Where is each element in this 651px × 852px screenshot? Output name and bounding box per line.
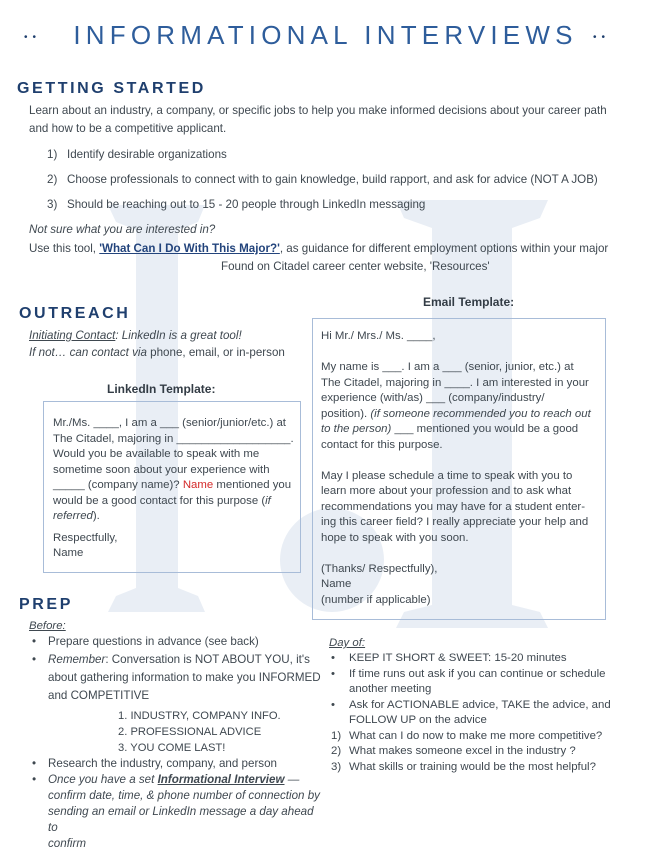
- template-line: [53, 509, 294, 525]
- bullet-icon: •: [32, 757, 37, 770]
- template-line: learn more about your profession and to ask what: [321, 485, 572, 497]
- template-text: ).: [92, 510, 100, 522]
- template-text: _____ (company name)?: [53, 479, 183, 491]
- before-list: [32, 633, 322, 852]
- list-item-text: another meeting: [349, 683, 432, 695]
- list-item: [32, 772, 322, 852]
- intro-line-2: and how to be a competitive applicant.: [29, 122, 227, 135]
- question-text: What can I do now to make me more competitive?: [349, 729, 603, 742]
- list-item: [331, 698, 631, 729]
- list-item-text: If time runs out ask if you can continue or schedule: [349, 667, 606, 680]
- bullet-icon: •: [32, 773, 37, 786]
- template-text: position).: [321, 407, 371, 420]
- step-item: [47, 171, 598, 189]
- list-item: [32, 756, 322, 772]
- name-placeholder: Name: [182, 479, 214, 491]
- template-text: ___ mentioned you would be a good: [391, 423, 579, 435]
- template-signature: Name: [53, 547, 84, 559]
- initiating-contact-line: [29, 327, 242, 345]
- question-item: [331, 744, 631, 760]
- template-line: My name is ___. I am a ___ (senior, junior, etc.) at: [321, 361, 574, 373]
- section-heading-getting-started: GETTING STARTED: [17, 80, 206, 97]
- page-title: INFORMATIONAL INTERVIEWS: [73, 20, 578, 50]
- list-item: [331, 667, 631, 698]
- decorative-dots-right: ••: [593, 32, 611, 43]
- step-item: [47, 196, 425, 214]
- template-text: referred: [53, 510, 93, 522]
- linkedin-template-body: [53, 416, 294, 562]
- initiating-contact-label: Initiating Contact: [29, 329, 116, 342]
- template-line: [53, 478, 294, 494]
- list-item-text: sending an email or LinkedIn message a day ahead to: [48, 805, 314, 834]
- list-item-text: Ask for ACTIONABLE advice, TAKE the advice, and: [349, 698, 611, 711]
- question-text: What skills or training would be the most helpful?: [349, 760, 596, 773]
- if-not-text: phone, email, or in-person: [146, 346, 285, 359]
- not-sure-prompt: Not sure what you are interested in?: [29, 223, 216, 236]
- template-text: would be a good contact for this purpose (: [53, 494, 266, 507]
- before-label: Before:: [29, 620, 66, 632]
- template-signature: Name: [321, 578, 352, 590]
- what-can-i-do-link[interactable]: 'What Can I Do With This Major?': [99, 242, 280, 255]
- question-item: [331, 760, 631, 776]
- if-not-line: [29, 344, 285, 362]
- list-item-text: and COMPETITIVE: [48, 689, 150, 702]
- step-text: Should be reaching out to 15 - 20 people through LinkedIn messaging: [66, 198, 426, 211]
- email-template-heading: Email Template:: [423, 295, 515, 309]
- if-not-prefix: If not… can contact via: [29, 346, 147, 359]
- section-heading-outreach: OUTREACH: [19, 305, 131, 322]
- template-line: ing this career field? I really appreciate your help and: [321, 516, 589, 528]
- list-item-text: confirm date, time, & phone number of connection by: [48, 789, 320, 802]
- intro-line-1: Learn about an industry, a company, or specific jobs to help you make informed decisions about your career path: [29, 104, 607, 117]
- template-line: Mr./Ms. ____, I am a ___ (senior/junior/etc.) at: [53, 417, 286, 429]
- list-item-text: about gathering information to make you INFORMED: [48, 671, 321, 684]
- template-greeting: Hi Mr./ Mrs./ Ms. ____,: [321, 330, 436, 342]
- section-heading-prep: PREP: [19, 596, 73, 613]
- template-line: The Citadel, majoring in ____. I am interested in your: [321, 376, 589, 389]
- question-number: 2): [331, 745, 342, 757]
- step-number: 3): [47, 198, 58, 211]
- template-line: May I please schedule a time to speak with you to: [321, 469, 573, 482]
- list-item-text: : Conversation is NOT ABOUT YOU, it's: [105, 653, 310, 666]
- tool-line: [29, 240, 608, 258]
- question-number: 3): [331, 760, 342, 773]
- template-line: contact for this purpose.: [321, 438, 443, 451]
- template-closing: (Thanks/ Respectfully),: [321, 562, 438, 575]
- list-item-text: KEEP IT SHORT & SWEET: 15-20 minutes: [349, 652, 567, 664]
- bullet-icon: •: [32, 635, 37, 648]
- template-text: (if someone recommended you to reach out: [370, 407, 591, 420]
- bullet-icon: •: [32, 653, 37, 666]
- template-closing: Respectfully,: [53, 531, 118, 544]
- tool-prefix: Use this tool,: [29, 242, 100, 255]
- initiating-contact-text: : LinkedIn is a great tool!: [115, 329, 242, 342]
- template-phone-number: (number if applicable): [321, 593, 431, 606]
- list-item-text: Once you have a set: [48, 773, 158, 786]
- day-of-label: Day of:: [329, 637, 366, 649]
- list-item-text: Remember: [48, 653, 106, 666]
- tool-suffix: , as guidance for different employment options within your major: [279, 242, 609, 255]
- list-item-text: confirm: [48, 837, 87, 850]
- template-text: mentioned you: [213, 479, 292, 491]
- template-line: [53, 494, 294, 510]
- template-line: [321, 422, 591, 438]
- list-item: [331, 651, 631, 667]
- sublist-item: 3. YOU COME LAST!: [118, 742, 226, 754]
- template-line: experience (with/as) ___ (company/industry/: [321, 392, 545, 404]
- sublist-item: 1. INDUSTRY, COMPANY INFO.: [118, 710, 281, 722]
- priority-sublist: [32, 708, 322, 756]
- bullet-icon: •: [331, 667, 335, 680]
- bullet-icon: •: [331, 698, 335, 711]
- question-item: [331, 729, 631, 745]
- bullet-icon: •: [331, 652, 335, 664]
- template-text: if: [265, 494, 271, 507]
- template-line: hope to speak with you soon.: [321, 531, 469, 544]
- sublist-item: 2. PROFESSIONAL ADVICE: [118, 726, 262, 738]
- list-item: [32, 651, 322, 705]
- step-text: Identify desirable organizations: [66, 148, 227, 161]
- list-item-text: —: [284, 773, 300, 786]
- list-item-text: FOLLOW UP on the advice: [349, 714, 487, 726]
- step-text: Choose professionals to connect with to gain knowledge, build rapport, and ask for advice (NOT A JOB): [66, 173, 598, 186]
- step-number: 1): [47, 148, 58, 161]
- list-item-text: Informational Interview: [157, 773, 285, 786]
- template-line: recommendations you may have for a student enter-: [321, 500, 586, 513]
- found-on-note: Found on Citadel career center website, 'Resources': [221, 260, 490, 273]
- question-number: 1): [331, 729, 342, 742]
- template-line: Would you be available to speak with me: [53, 448, 260, 460]
- email-template-body: [321, 329, 591, 608]
- linkedin-template-heading: LinkedIn Template:: [107, 382, 216, 396]
- step-number: 2): [47, 173, 58, 186]
- step-item: [47, 146, 227, 164]
- list-item-text: Research the industry, company, and person: [48, 757, 277, 770]
- list-item: [32, 633, 322, 651]
- template-line: The Citadel, majoring in __________________.: [53, 432, 294, 445]
- question-text: What makes someone excel in the industry ?: [349, 745, 576, 757]
- template-text: to the person): [321, 423, 392, 435]
- template-line: sometime soon about your experience with: [53, 463, 270, 476]
- list-item-text: Prepare questions in advance (see back): [48, 635, 259, 648]
- decorative-dots-left: ••: [24, 32, 42, 43]
- day-of-list: [331, 651, 631, 775]
- template-line: [321, 407, 591, 423]
